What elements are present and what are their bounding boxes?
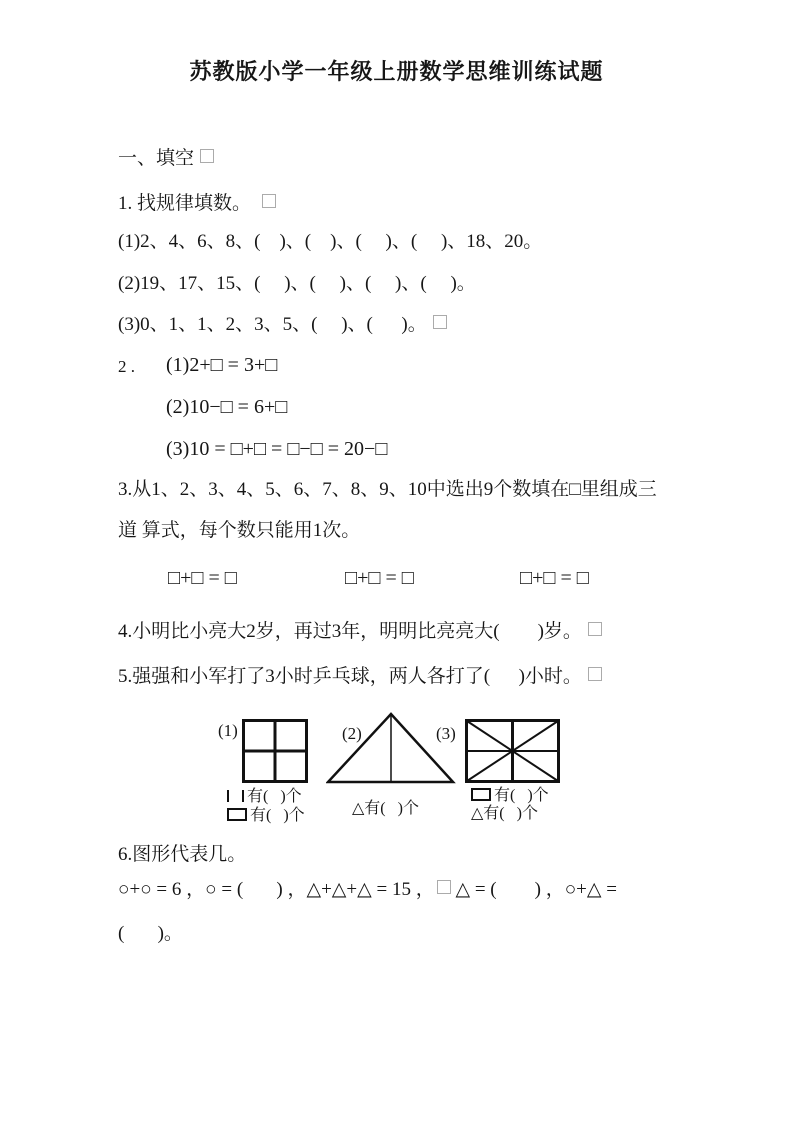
figure-2-triangle [326,711,456,785]
placeholder-box-icon [433,315,447,329]
rectangle-icon [471,788,491,801]
question-5-text: 5.强强和小军打了3小时乒乓球，两人各打了( )小时。 [118,666,582,687]
question-1-label [118,192,276,215]
question-6-line-1 [118,878,617,901]
question-3-equation-2: □+□ = □ [345,567,414,589]
section-heading-text: 一、填空 [118,148,195,169]
question-6-label: 6.图形代表几。 [118,844,247,865]
question-2-item-1: (1)2+□ = 3+□ [166,354,278,376]
question-3-line-2: 道 算式，每个数只能用1次。 [118,520,361,541]
question-2-number: 2 . [118,357,135,376]
figure-1-square-grid [242,719,308,783]
figure-1-caption-1 [227,787,302,806]
figure-3-caption-1-text: 有( )个 [494,787,549,804]
question-4-text: 4.小明比小亮大2岁，再过3年，明明比亮亮大( )岁。 [118,621,582,642]
question-1-text: 1. 找规律填数。 [118,193,256,214]
question-1-item-3-text: (3)0、1、1、2、3、5、( )、( )。 [118,314,427,335]
figure-2-caption: △有( )个 [352,800,419,817]
figure-1-caption-2-text: 有( )个 [250,807,305,824]
page-title: 苏教版小学一年级上册数学思维训练试题 [189,59,604,84]
question-1-item-2: (2)19、17、15、( )、( )、( )、( )。 [118,273,476,294]
figure-3-label: (3) [436,724,456,743]
question-3-line-1: 3.从1、2、3、4、5、6、7、8、9、10中选出9个数填在□里组成三 [118,479,657,500]
rectangle-icon [227,808,247,821]
question-5 [118,665,602,688]
question-1-item-3 [118,313,447,336]
figure-2-label: (2) [342,724,362,743]
question-3-equation-3: □+□ = □ [520,567,589,589]
open-square-icon [227,790,244,802]
figure-3-caption-2: △有( )个 [471,805,538,822]
placeholder-box-icon [588,622,602,636]
question-3-equation-1: □+□ = □ [168,567,237,589]
placeholder-box-icon [437,880,451,894]
question-2-item-2: (2)10−□ = 6+□ [166,396,288,418]
question-6-line-1-part-2: △ = ( ) ，○+△ = [450,879,617,900]
figure-3-rectangle-diagonals [465,719,560,783]
question-6-line-2: ( )。 [118,923,183,944]
section-heading [118,147,214,170]
question-4 [118,620,602,643]
figure-1-label: (1) [218,721,238,740]
placeholder-box-icon [200,149,214,163]
figure-1-caption-1-text: 有( )个 [247,788,302,805]
question-2-item-3: (3)10 = □+□ = □−□ = 20−□ [166,438,388,460]
question-1-item-1: (1)2、4、6、8、( )、( )、( )、( )、18、20。 [118,231,543,252]
placeholder-box-icon [262,194,276,208]
figure-3-caption-1 [471,786,549,805]
placeholder-box-icon [588,667,602,681]
figure-1-caption-2 [227,806,305,825]
question-6-line-1-part-1: ○+○ = 6 ，○ = ( ) ，△+△+△ = 15 ， [118,879,435,900]
